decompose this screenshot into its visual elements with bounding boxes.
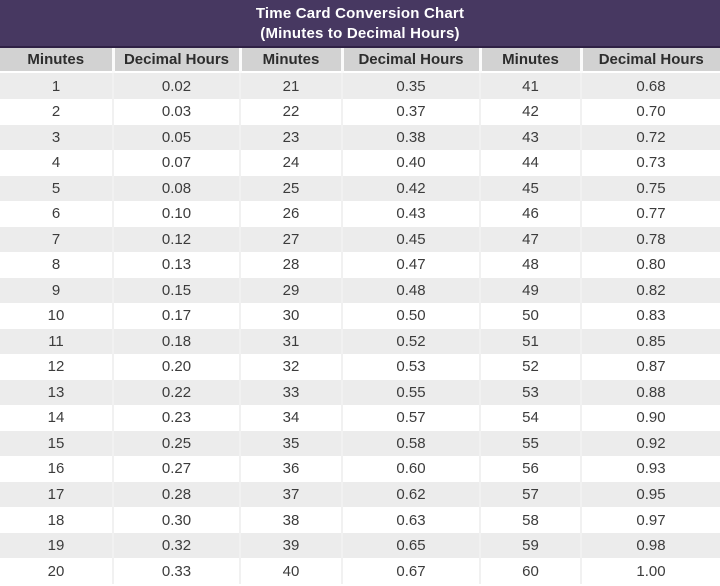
decimal-hours-cell: 0.83 <box>581 303 720 329</box>
decimal-hours-cell: 0.43 <box>342 201 480 227</box>
minutes-cell: 40 <box>240 558 342 584</box>
table-row <box>0 150 720 176</box>
minutes-header-1: Minutes <box>0 48 113 72</box>
minutes-cell: 45 <box>480 176 581 202</box>
decimal-hours-cell: 1.00 <box>581 558 720 584</box>
table-row <box>0 354 720 380</box>
decimal-hours-cell: 0.20 <box>113 354 240 380</box>
table-row <box>0 456 720 482</box>
minutes-cell: 9 <box>51 281 61 299</box>
minutes-cell: 55 <box>480 431 581 457</box>
decimal-hours-cell: 0.37 <box>342 99 480 125</box>
table-row <box>0 201 720 227</box>
minutes-cell: 22 <box>240 99 342 125</box>
minutes-cell: 18 <box>47 511 65 529</box>
minutes-header-2: Minutes <box>240 48 342 72</box>
decimal-hours-cell: 0.12 <box>113 227 240 253</box>
minutes-cell: 7 <box>51 230 61 248</box>
minutes-cell: 33 <box>240 380 342 406</box>
decimal-hours-cell: 0.85 <box>581 329 720 355</box>
table-row <box>0 507 720 533</box>
minutes-cell: 24 <box>240 150 342 176</box>
minutes-cell: 49 <box>480 278 581 304</box>
minutes-cell: 8 <box>51 256 61 274</box>
table-row <box>0 405 720 431</box>
title-bar <box>0 0 720 48</box>
minutes-cell: 54 <box>480 405 581 431</box>
chart-title: Time Card Conversion Chart <box>255 4 465 22</box>
minutes-cell: 44 <box>480 150 581 176</box>
decimal-hours-cell: 0.33 <box>113 558 240 584</box>
minutes-cell: 58 <box>480 507 581 533</box>
table-row <box>0 482 720 508</box>
minutes-cell: 52 <box>480 354 581 380</box>
decimal-hours-cell: 0.62 <box>342 482 480 508</box>
decimal-hours-cell: 0.40 <box>342 150 480 176</box>
minutes-cell: 43 <box>480 125 581 151</box>
decimal-hours-cell: 0.45 <box>342 227 480 253</box>
minutes-cell: 38 <box>240 507 342 533</box>
decimal-hours-cell: 0.15 <box>113 278 240 304</box>
decimal-hours-cell: 0.32 <box>113 533 240 559</box>
minutes-cell: 13 <box>47 383 65 401</box>
minutes-cell: 39 <box>240 533 342 559</box>
decimal-hours-cell: 0.23 <box>113 405 240 431</box>
decimal-hours-cell: 0.55 <box>342 380 480 406</box>
decimal-hours-cell: 0.63 <box>342 507 480 533</box>
table-row <box>0 533 720 559</box>
table-body <box>0 72 720 584</box>
minutes-cell: 29 <box>240 278 342 304</box>
decimal-hours-cell: 0.77 <box>581 201 720 227</box>
minutes-header-3: Minutes <box>480 48 581 72</box>
decimal-hours-cell: 0.03 <box>113 99 240 125</box>
minutes-cell: 12 <box>47 358 65 376</box>
decimal-hours-header-1: Decimal Hours <box>113 48 240 72</box>
decimal-hours-cell: 0.87 <box>581 354 720 380</box>
minutes-cell: 46 <box>480 201 581 227</box>
table-header-row <box>0 48 720 72</box>
minutes-cell: 26 <box>240 201 342 227</box>
decimal-hours-cell: 0.57 <box>342 405 480 431</box>
minutes-cell: 51 <box>480 329 581 355</box>
minutes-cell: 36 <box>240 456 342 482</box>
decimal-hours-cell: 0.48 <box>342 278 480 304</box>
conversion-table <box>0 48 720 584</box>
minutes-cell: 32 <box>240 354 342 380</box>
decimal-hours-cell: 0.27 <box>113 456 240 482</box>
minutes-cell: 10 <box>47 307 65 325</box>
minutes-cell: 50 <box>480 303 581 329</box>
decimal-hours-cell: 0.72 <box>581 125 720 151</box>
minutes-cell: 30 <box>240 303 342 329</box>
minutes-cell: 60 <box>480 558 581 584</box>
minutes-cell: 16 <box>47 460 65 478</box>
minutes-cell: 48 <box>480 252 581 278</box>
table-row <box>0 176 720 202</box>
minutes-cell: 23 <box>240 125 342 151</box>
decimal-hours-cell: 0.13 <box>113 252 240 278</box>
minutes-cell: 2 <box>51 103 61 121</box>
minutes-cell: 59 <box>480 533 581 559</box>
decimal-hours-cell: 0.98 <box>581 533 720 559</box>
minutes-cell: 42 <box>480 99 581 125</box>
minutes-cell: 34 <box>240 405 342 431</box>
decimal-hours-header-2: Decimal Hours <box>342 48 480 72</box>
decimal-hours-cell: 0.17 <box>113 303 240 329</box>
minutes-cell: 17 <box>47 486 65 503</box>
minutes-cell: 28 <box>240 252 342 278</box>
decimal-hours-cell: 0.73 <box>581 150 720 176</box>
minutes-cell: 20 <box>47 562 65 580</box>
decimal-hours-cell: 0.42 <box>342 176 480 202</box>
decimal-hours-cell: 0.28 <box>113 482 240 508</box>
decimal-hours-cell: 0.18 <box>113 329 240 355</box>
table-row <box>0 431 720 457</box>
decimal-hours-cell: 0.88 <box>581 380 720 406</box>
table-row <box>0 125 720 151</box>
decimal-hours-cell: 0.97 <box>581 507 720 533</box>
decimal-hours-cell: 0.65 <box>342 533 480 559</box>
decimal-hours-cell: 0.95 <box>581 482 720 508</box>
decimal-hours-cell: 0.05 <box>113 125 240 151</box>
table-row <box>0 380 720 406</box>
decimal-hours-cell: 0.07 <box>113 150 240 176</box>
decimal-hours-cell: 0.82 <box>581 278 720 304</box>
decimal-hours-header-3: Decimal Hours <box>581 48 720 72</box>
decimal-hours-cell: 0.80 <box>581 252 720 278</box>
decimal-hours-cell: 0.68 <box>581 72 720 99</box>
minutes-cell: 41 <box>480 72 581 99</box>
decimal-hours-cell: 0.38 <box>342 125 480 151</box>
minutes-cell: 11 <box>48 332 64 350</box>
table-row <box>0 329 720 355</box>
decimal-hours-cell: 0.08 <box>113 176 240 202</box>
decimal-hours-cell: 0.25 <box>113 431 240 457</box>
decimal-hours-cell: 0.02 <box>113 72 240 99</box>
decimal-hours-cell: 0.75 <box>581 176 720 202</box>
minutes-cell: 14 <box>47 409 65 427</box>
decimal-hours-cell: 0.10 <box>113 201 240 227</box>
minutes-cell: 35 <box>240 431 342 457</box>
minutes-cell: 31 <box>240 329 342 355</box>
decimal-hours-cell: 0.30 <box>113 507 240 533</box>
minutes-cell: 27 <box>240 227 342 253</box>
minutes-cell: 5 <box>51 179 61 197</box>
decimal-hours-cell: 0.22 <box>113 380 240 406</box>
decimal-hours-cell: 0.78 <box>581 227 720 253</box>
table-row <box>0 278 720 304</box>
minutes-cell: 19 <box>47 537 65 555</box>
decimal-hours-cell: 0.53 <box>342 354 480 380</box>
table-row <box>0 227 720 253</box>
table-row <box>0 558 720 584</box>
minutes-cell: 21 <box>240 72 342 99</box>
decimal-hours-cell: 0.92 <box>581 431 720 457</box>
decimal-hours-cell: 0.93 <box>581 456 720 482</box>
minutes-cell: 15 <box>47 434 65 452</box>
decimal-hours-cell: 0.90 <box>581 405 720 431</box>
minutes-cell: 3 <box>51 128 61 146</box>
minutes-cell: 4 <box>51 154 61 172</box>
decimal-hours-cell: 0.52 <box>342 329 480 355</box>
minutes-cell: 6 <box>51 205 61 223</box>
table-row <box>0 303 720 329</box>
decimal-hours-cell: 0.60 <box>342 456 480 482</box>
table-row <box>0 99 720 125</box>
minutes-cell: 57 <box>480 482 581 508</box>
minutes-cell: 37 <box>240 482 342 508</box>
decimal-hours-cell: 0.70 <box>581 99 720 125</box>
chart-subtitle: (Minutes to Decimal Hours) <box>260 24 460 42</box>
table-row <box>0 72 720 99</box>
decimal-hours-cell: 0.50 <box>342 303 480 329</box>
decimal-hours-cell: 0.67 <box>342 558 480 584</box>
decimal-hours-cell: 0.47 <box>342 252 480 278</box>
table-row <box>0 252 720 278</box>
minutes-cell: 56 <box>480 456 581 482</box>
minutes-cell: 1 <box>51 77 61 95</box>
minutes-cell: 47 <box>480 227 581 253</box>
minutes-cell: 25 <box>240 176 342 202</box>
decimal-hours-cell: 0.35 <box>342 72 480 99</box>
minutes-cell: 53 <box>480 380 581 406</box>
decimal-hours-cell: 0.58 <box>342 431 480 457</box>
